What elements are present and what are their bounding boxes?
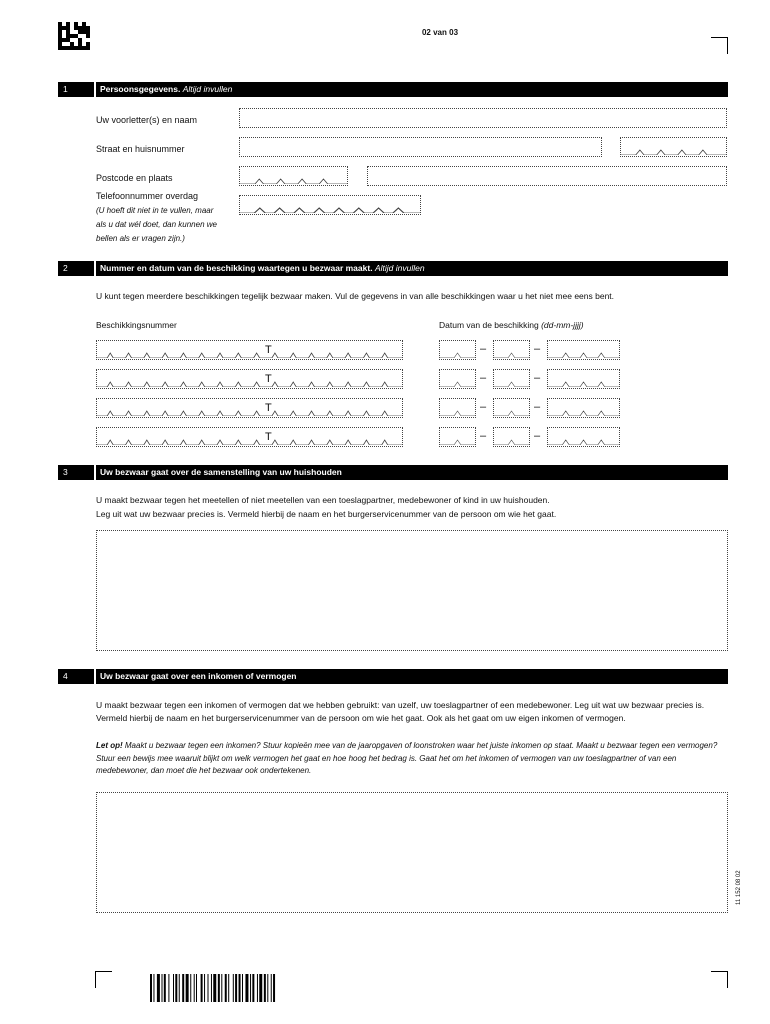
- date-month-input-1[interactable]: [493, 340, 530, 360]
- phone-note-2: als u dat wél doet, dan kunnen we: [96, 220, 217, 229]
- form-code: 11 152 08 02: [736, 870, 742, 905]
- corner-mark-bottom-left: [95, 971, 112, 988]
- city-input[interactable]: [367, 166, 727, 186]
- corner-mark-bottom-right: [711, 971, 728, 988]
- section-3-number: 3: [58, 465, 94, 480]
- section-2-title: Nummer en datum van de beschikking waartegen u bezwaar maakt.: [100, 263, 373, 273]
- section-1-note: Altijd invullen: [182, 84, 233, 94]
- t-marker: T: [265, 373, 272, 385]
- date-month-input-3[interactable]: [493, 398, 530, 418]
- corner-mark-top-right: [711, 37, 728, 54]
- date-day-input-1[interactable]: [439, 340, 476, 360]
- date-day-input-3[interactable]: [439, 398, 476, 418]
- section-1-number: 1: [58, 82, 94, 97]
- date-month-input-4[interactable]: [493, 427, 530, 447]
- date-year-input-3[interactable]: [547, 398, 620, 418]
- section-4-text-1: U maakt bezwaar tegen een inkomen of vermogen dat we hebben gebruikt: van uzelf, uw toeslagpartner of een medebewoner. Leg uit wat uw bezwaar precies is. Vermeld hierbij de naam en het burgerservicenummer van de persoon om wie het gaat. Ook als het gaat om uw eigen inkomen of vermogen.: [96, 700, 705, 723]
- decision-number-input-2[interactable]: [96, 369, 403, 389]
- t-marker: T: [265, 344, 272, 356]
- section-4-note-bold: Let op!: [96, 741, 123, 750]
- date-day-input-2[interactable]: [439, 369, 476, 389]
- section-1-title: Persoonsgegevens.: [100, 84, 181, 94]
- date-day-input-4[interactable]: [439, 427, 476, 447]
- section-2-intro: U kunt tegen meerdere beschikkingen tegelijk bezwaar maken. Vul de gegevens in van alle beschikkingen waar u het niet mee eens bent.: [96, 291, 615, 301]
- label-street: Straat en huisnummer: [96, 144, 185, 154]
- phone-input[interactable]: [239, 195, 421, 215]
- section-4-textarea[interactable]: [96, 792, 728, 913]
- date-month-input-2[interactable]: [493, 369, 530, 389]
- date-separator: –: [480, 430, 487, 442]
- date-year-input-1[interactable]: [547, 340, 620, 360]
- date-separator: –: [534, 343, 541, 355]
- date-separator: –: [480, 401, 487, 413]
- date-separator: –: [534, 372, 541, 384]
- section-3-textarea[interactable]: [96, 530, 728, 651]
- date-separator: –: [534, 401, 541, 413]
- page-number: 02 van 03: [421, 28, 459, 37]
- date-separator: –: [480, 372, 487, 384]
- barcode-icon: [150, 974, 315, 1002]
- house-number-input[interactable]: [620, 137, 727, 157]
- label-postcode: Postcode en plaats: [96, 173, 173, 183]
- section-4-note-text: Maakt u bezwaar tegen een inkomen? Stuur kopieën mee van de jaaropgaven of loonstroken waar het juiste inkomen op staat. Maakt u bezwaar tegen een vermogen? Stuur een bewijs mee waaruit blijkt om welk vermogen het gaat en hoe hoog het bedrag is. Gaat het om het inkomen of vermogen van uw toeslagpartner of van een medebewoner, dan moet die het bezwaar ook ondertekenen.: [96, 741, 718, 775]
- section-2-number: 2: [58, 261, 94, 276]
- street-input[interactable]: [239, 137, 602, 157]
- section-4-title: Uw bezwaar gaat over een inkomen of vermogen: [96, 669, 728, 684]
- decision-number-input-3[interactable]: [96, 398, 403, 418]
- label-decision-date-text: Datum van de beschikking: [439, 320, 539, 330]
- section-3-text-1: U maakt bezwaar tegen het meetellen of niet meetellen van een toeslagpartner, medebewoner of kind in uw huishouden.: [96, 495, 550, 505]
- t-marker: T: [265, 402, 272, 414]
- label-decision-date: [439, 320, 584, 330]
- name-input[interactable]: [239, 108, 727, 128]
- date-separator: –: [534, 430, 541, 442]
- date-year-input-2[interactable]: [547, 369, 620, 389]
- decision-number-input-4[interactable]: [96, 427, 403, 447]
- section-4-number: 4: [58, 669, 94, 684]
- label-phone: Telefoonnummer overdag: [96, 191, 199, 201]
- section-2-title-bar: [96, 261, 728, 276]
- date-year-input-4[interactable]: [547, 427, 620, 447]
- t-marker: T: [265, 431, 272, 443]
- label-decision-number: Beschikkingsnummer: [96, 320, 177, 330]
- decision-number-input-1[interactable]: [96, 340, 403, 360]
- postcode-input[interactable]: [239, 166, 348, 186]
- section-2-note: Altijd invullen: [374, 263, 425, 273]
- date-separator: –: [480, 343, 487, 355]
- label-date-format: (dd-mm-jjjj): [541, 320, 584, 330]
- phone-note-3: bellen als er vragen zijn.): [96, 234, 185, 243]
- phone-note-1: (U hoeft dit niet in te vullen, maar: [96, 206, 214, 215]
- section-3-title: Uw bezwaar gaat over de samenstelling van uw huishouden: [96, 465, 728, 480]
- section-1-title-bar: [96, 82, 728, 97]
- section-4-note: [96, 740, 726, 778]
- label-name: Uw voorletter(s) en naam: [96, 115, 198, 125]
- section-3-text-2: Leg uit wat uw bezwaar precies is. Vermeld hierbij de naam en het burgerservicenummer van de persoon om wie het gaat.: [96, 509, 557, 519]
